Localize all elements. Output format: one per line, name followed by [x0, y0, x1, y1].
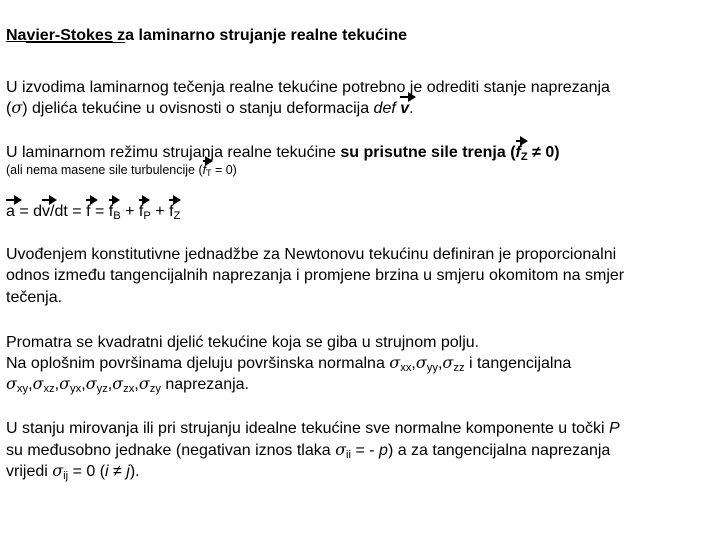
shear-stress-sigma: σ: [59, 374, 71, 393]
paragraph-1-line-2: (σ) djelića tekućine u ovisnosti o stanju deformacija def v.: [6, 98, 414, 117]
title-underline: [26, 42, 125, 43]
dv-vector: v: [42, 203, 51, 220]
turbulence-force-vector: f: [202, 163, 207, 177]
shear-stress-subscript: zx: [123, 382, 135, 395]
normal-stress-sigma: σ: [389, 353, 401, 372]
shear-stress-sigma: σ: [6, 374, 17, 393]
normal-stress-subscript: xx: [400, 361, 412, 374]
paragraph-5-line-3: $\sigma_{xy},\sigma_{xz},\sigma_{yx},\sigma_{yz},\sigma_{zx},\sigma_{zy}$ naprezanja.: [6, 374, 249, 395]
normal-stress-sigma: σ: [442, 353, 454, 372]
paragraph-5-line-2: Na oplošnim površinama djeluju površinska normalna $\sigma_{xx},\sigma_{yy},\sigma_{zz}$ i tangencijalna: [6, 353, 572, 374]
shear-stress-separator: ,: [107, 376, 113, 393]
paragraph-4-line-2: odnos između tangencijalnih naprezanja i promjene brzina u smjeru okomitom na smjer: [6, 267, 625, 284]
normal-stress-subscript: yy: [426, 361, 438, 374]
paragraph-6-line-3: vrijedi $\sigma_{ij} = 0$ (i ≠ j).: [6, 461, 140, 482]
shear-stress-list: [6, 376, 161, 393]
equation-of-motion: $a = dv/dt = f = f_B + f_P + f_Z$: [6, 203, 181, 222]
friction-force-vector-eq: f: [169, 203, 174, 220]
pressure-force-vector: f: [138, 203, 144, 220]
acceleration-vector: a: [6, 203, 15, 220]
paragraph-4-line-1: Uvođenjem konstitutivne jednadžbe za Newtonovu tekućinu definiran je proporcionalni: [6, 246, 617, 263]
normal-stress-subscript: zz: [453, 361, 465, 374]
paragraph-6-line-1: U stanju mirovanja ili pri strujanju idealne tekućine sve normalne komponente u točki P: [6, 420, 620, 437]
shear-stress-sigma: σ: [85, 374, 97, 393]
normal-stress-list: [389, 355, 464, 372]
normal-stress-separator: ,: [437, 355, 443, 372]
shear-stress-sigma: σ: [32, 374, 44, 393]
shear-stress-subscript: yx: [70, 382, 82, 395]
shear-stress-separator: ,: [134, 376, 139, 393]
friction-force-vector: f: [515, 144, 521, 161]
velocity-vector: v: [400, 100, 410, 117]
paragraph-3-note: (ali nema masene sile turbulencije $(f_T = 0)$: [6, 163, 237, 179]
shear-stress-subscript: yz: [96, 382, 108, 395]
sigma-symbol: σ: [11, 98, 23, 117]
shear-stress-separator: ,: [54, 376, 60, 393]
paragraph-4-line-3: tečenja.: [6, 289, 63, 306]
shear-stress-subscript: xz: [43, 382, 55, 395]
shear-stress-subscript: xy: [16, 382, 29, 395]
shear-stress-sigma: σ: [112, 374, 124, 393]
paragraph-2: U laminarnom režimu strujanja realne tekućine su prisutne sile trenja $(f_Z \ne 0)$: [6, 144, 560, 163]
title-underlined: Navier-Stokes: [6, 27, 113, 44]
paragraph-5-line-1: Promatra se kvadratni djelić tekućine koja se giba u strujnom polju.: [6, 334, 480, 351]
paragraph-1-line-1: U izvodima laminarnog tečenja realne tekućine potrebno je odrediti stanje naprezanja: [6, 79, 610, 96]
shear-stress-separator: ,: [28, 376, 33, 393]
shear-stress-separator: ,: [81, 376, 86, 393]
slide-title: [6, 26, 407, 46]
paragraph-6-line-2: su međusobno jednake (negativan iznos tlaka $\sigma_{ii}$ = - p) a za tangencijalna naprezanja: [6, 440, 611, 461]
title-rest: za laminarno strujanje realne tekućine: [112, 27, 408, 44]
shear-stress-subscript: zy: [149, 382, 161, 395]
total-force-vector: f: [86, 203, 91, 220]
normal-stress-sigma: σ: [415, 353, 427, 372]
shear-stress-sigma: σ: [138, 374, 150, 393]
normal-stress-separator: ,: [411, 355, 416, 372]
body-force-vector: f: [108, 203, 114, 220]
